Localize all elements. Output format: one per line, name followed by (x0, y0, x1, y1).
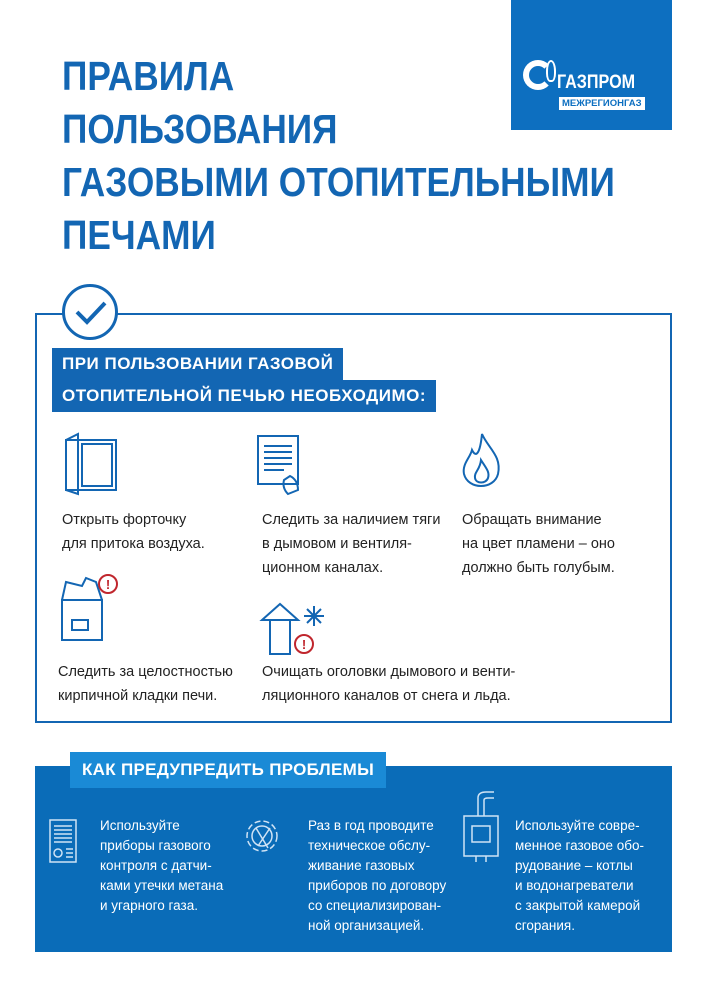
title-line: ПОЛЬЗОВАНИЯ (62, 106, 338, 152)
rule-text: Следить за наличием тяги (262, 512, 441, 528)
prevention-text: приборы газового (100, 838, 211, 853)
rule-text: Обращать внимание (462, 512, 602, 528)
logo-subtitle: МЕЖРЕГИОНГАЗ (559, 97, 645, 110)
prevention-text: Раз в год проводите (308, 818, 434, 833)
gazprom-logo (511, 0, 672, 130)
rule-item-draft (262, 508, 440, 580)
prevention-text: и угарного газа. (100, 898, 198, 913)
prevention-text: приборов по договору (308, 878, 447, 893)
prevention-heading: КАК ПРЕДУПРЕДИТЬ ПРОБЛЕМЫ (70, 752, 386, 788)
logo-name: ГАЗПРОМ (557, 72, 636, 93)
rule-text: ционном каналах. (262, 560, 384, 576)
title-line: ГАЗОВЫМИ ОТОПИТЕЛЬНЫМИ (62, 159, 615, 205)
prevention-text: живание газовых (308, 858, 415, 873)
gear-tools-icon (238, 812, 286, 860)
prevention-text: менное газовое обо- (515, 838, 645, 853)
window-icon (60, 432, 120, 498)
rule-text: Очищать оголовки дымового и венти- (262, 664, 516, 680)
gas-detector-icon (48, 818, 80, 866)
rule-text: для притока воздуха. (62, 536, 205, 552)
rule-text: должно быть голубым. (462, 560, 615, 576)
section-heading: ПРИ ПОЛЬЗОВАНИИ ГАЗОВОЙ (52, 348, 343, 380)
svg-text:!: ! (105, 577, 111, 592)
checkmark-icon (62, 284, 118, 340)
prevention-text: сгорания. (515, 918, 575, 933)
rule-item-flame (462, 508, 615, 580)
prevention-item-maintenance (308, 816, 446, 936)
rule-text: на цвет пламени – оно (462, 536, 615, 552)
prevention-text: ками утечки метана (100, 878, 224, 893)
prevention-item-equipment (515, 816, 644, 936)
prevention-text: Используйте (100, 818, 180, 833)
logo-flame-icon (546, 60, 556, 82)
document-hand-icon (252, 432, 312, 498)
rule-item-brickwork (58, 660, 233, 708)
rule-text: Открыть форточку (62, 512, 187, 528)
prevention-text: со специализирован- (308, 898, 442, 913)
rule-item-chimney (262, 660, 515, 708)
prevention-item-detectors (100, 816, 223, 916)
section-heading: ОТОПИТЕЛЬНОЙ ПЕЧЬЮ НЕОБХОДИМО: (52, 380, 436, 412)
broken-stove-icon (56, 572, 126, 644)
rule-text: ляционного каналов от снега и льда. (262, 688, 511, 704)
flame-icon (458, 430, 508, 496)
rule-text: в дымовом и вентиля- (262, 536, 412, 552)
prevention-text: ной организацией. (308, 918, 425, 933)
prevention-text: рудование – котлы (515, 858, 633, 873)
boiler-icon (460, 786, 504, 866)
prevention-text: контроля с датчи- (100, 858, 212, 873)
rule-text: кирпичной кладки печи. (58, 688, 218, 704)
prevention-text: Используйте совре- (515, 818, 640, 833)
chimney-snow-icon (258, 598, 338, 658)
prevention-text: техническое обслу- (308, 838, 431, 853)
prevention-text: и водонагреватели (515, 878, 634, 893)
rule-item-window (62, 508, 205, 556)
rule-text: Следить за целостностью (58, 664, 233, 680)
title-line: ПРАВИЛА (62, 53, 235, 99)
svg-text:!: ! (301, 637, 307, 652)
title-line: ПЕЧАМИ (62, 212, 216, 258)
prevention-text: с закрытой камерой (515, 898, 641, 913)
